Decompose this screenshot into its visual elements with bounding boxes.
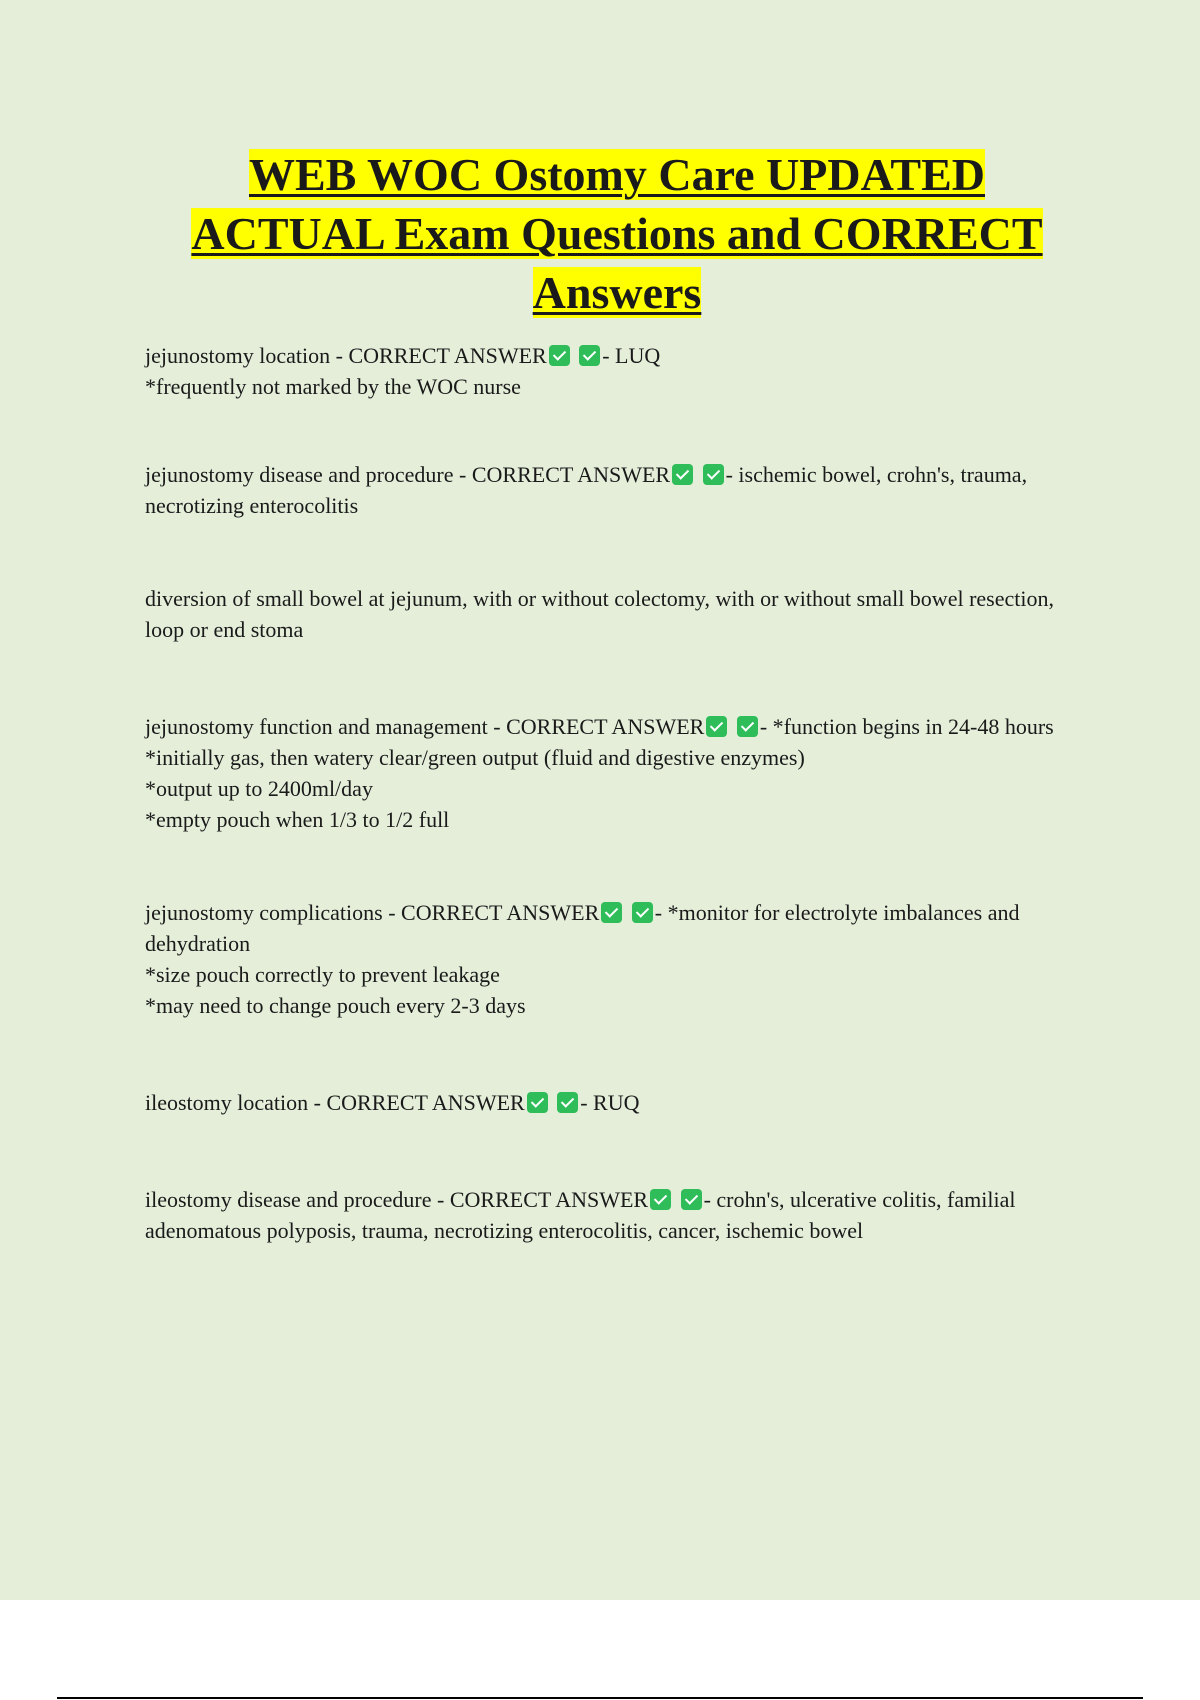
check-mark-icon	[737, 716, 758, 737]
title-line-3: Answers	[532, 267, 702, 318]
answer-label: CORRECT ANSWER	[326, 1090, 525, 1115]
answer-text: - ischemic bowel, crohn's, trauma, necrotizing enterocolitis	[145, 462, 1028, 518]
answer-label: CORRECT ANSWER	[401, 900, 600, 925]
note-line: *size pouch correctly to prevent leakage	[145, 962, 500, 987]
note-line: *frequently not marked by the WOC nurse	[145, 374, 521, 399]
title-line-1: WEB WOC Ostomy Care UPDATED	[249, 149, 985, 200]
qa-entry	[145, 340, 1080, 402]
answer-label: CORRECT ANSWER	[471, 462, 671, 487]
check-mark-icon	[527, 1092, 548, 1113]
question-line	[145, 711, 1080, 742]
note-line: *output up to 2400ml/day	[145, 776, 373, 801]
question-line	[145, 897, 1080, 959]
answer-text: - *monitor for electrolyte imbalances and dehydration	[145, 900, 1020, 956]
document-body	[145, 340, 1080, 1246]
check-mark-icon	[672, 464, 693, 485]
question-line	[145, 1087, 1080, 1118]
answer-label: CORRECT ANSWER	[449, 1187, 649, 1212]
question-line	[145, 1184, 1080, 1246]
qa-entry	[145, 1184, 1080, 1246]
question-text: jejunostomy disease and procedure -	[145, 462, 472, 487]
check-mark-icon	[557, 1092, 578, 1113]
question-text: ileostomy disease and procedure -	[145, 1187, 450, 1212]
question-text: jejunostomy location -	[145, 343, 349, 368]
paragraph-text: diversion of small bowel at jejunum, with or without colectomy, with or without small bowel resection, loop or end stoma	[145, 586, 1054, 642]
check-mark-icon	[650, 1189, 671, 1210]
title-line-2: ACTUAL Exam Questions and CORRECT	[191, 208, 1043, 259]
question-line	[145, 340, 1080, 371]
answer-label: CORRECT ANSWER	[348, 343, 547, 368]
question-line	[145, 459, 1080, 521]
check-mark-icon	[579, 345, 600, 366]
document-title	[120, 145, 1114, 322]
question-text: jejunostomy complications -	[145, 900, 402, 925]
qa-entry	[145, 897, 1080, 1021]
check-mark-icon	[706, 716, 727, 737]
check-mark-icon	[549, 345, 570, 366]
check-mark-icon	[681, 1189, 702, 1210]
answer-text: - RUQ	[580, 1090, 640, 1115]
qa-entry	[145, 1087, 1080, 1118]
answer-text: - crohn's, ulcerative colitis, familial adenomatous polyposis, trauma, necrotizing enterocolitis, cancer, ischemic bowel	[145, 1187, 1016, 1243]
question-text: ileostomy location -	[145, 1090, 327, 1115]
answer-label: CORRECT ANSWER	[506, 714, 705, 739]
footer-divider	[57, 1697, 1143, 1699]
check-mark-icon	[632, 902, 653, 923]
check-mark-icon	[601, 902, 622, 923]
note-line: *initially gas, then watery clear/green output (fluid and digestive enzymes)	[145, 745, 805, 770]
answer-text: - *function begins in 24-48 hours	[759, 714, 1054, 739]
paragraph-entry	[145, 583, 1080, 645]
note-line: *empty pouch when 1/3 to 1/2 full	[145, 807, 450, 832]
note-line: *may need to change pouch every 2-3 days	[145, 993, 526, 1018]
qa-entry	[145, 459, 1080, 521]
answer-text: - LUQ	[602, 343, 661, 368]
question-text: jejunostomy function and management -	[145, 714, 507, 739]
qa-entry	[145, 711, 1080, 835]
check-mark-icon	[703, 464, 724, 485]
